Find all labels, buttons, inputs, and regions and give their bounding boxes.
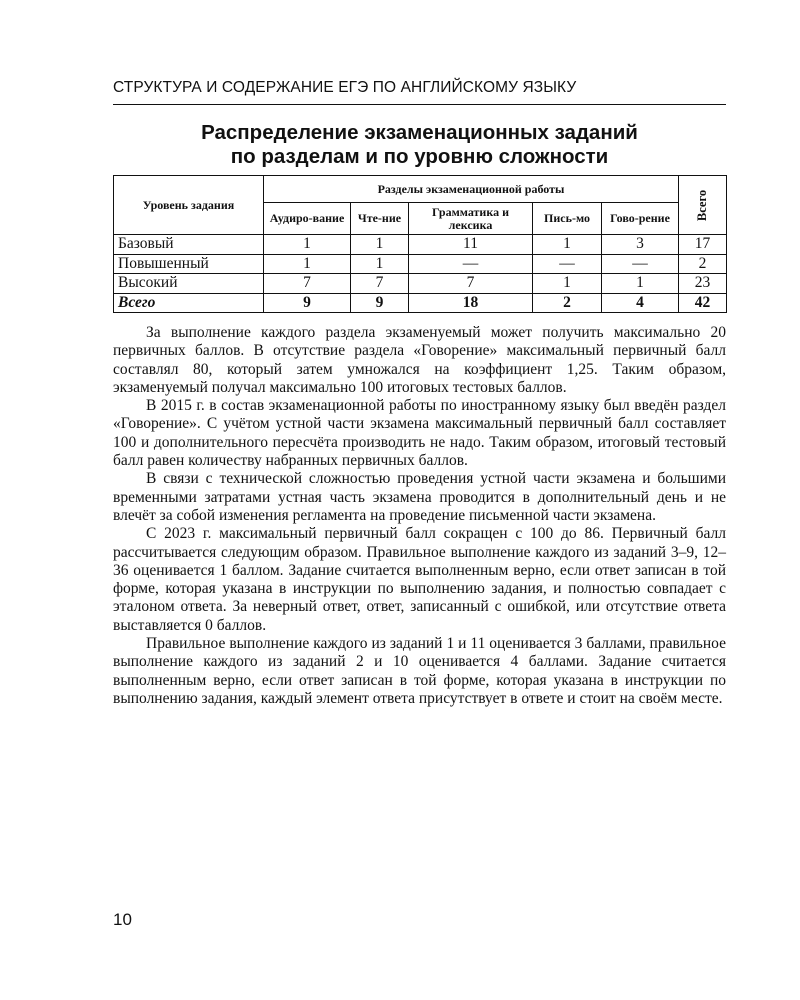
table-cell: — — [409, 254, 533, 274]
table-row — [114, 254, 727, 274]
running-header: СТРУКТУРА И СОДЕРЖАНИЕ ЕГЭ ПО АНГЛИЙСКОМУ ЯЗЫКУ — [113, 79, 577, 96]
table-cell: 1 — [533, 235, 602, 255]
row-total: 42 — [679, 293, 727, 313]
section-title-line-1: Распределение экзаменационных заданий — [201, 121, 638, 144]
table-cell: 1 — [602, 274, 679, 294]
table-total-row — [114, 293, 727, 313]
table-cell: 1 — [351, 254, 409, 274]
page-number: 10 — [113, 910, 132, 929]
row-level: Базовый — [114, 235, 264, 255]
table-cell: 9 — [264, 293, 351, 313]
header-rule — [113, 104, 726, 105]
table-cell: 1 — [351, 235, 409, 255]
table-cell: 18 — [409, 293, 533, 313]
distribution-table — [113, 175, 727, 313]
level-header: Уровень задания — [114, 176, 264, 235]
paragraph: В связи с технической сложностью проведения устной части экзамена и большими временными затратами устная часть экзамена проводится в дополнительный день и не влечёт за собой изменения регламента на проведение письменной части экзамена. — [113, 470, 726, 524]
row-total: 23 — [679, 274, 727, 294]
column-header: Аудиро-вание — [264, 203, 351, 235]
column-header: Чте-ние — [351, 203, 409, 235]
table-cell: 1 — [264, 254, 351, 274]
table-cell: 7 — [351, 274, 409, 294]
table-cell: — — [533, 254, 602, 274]
table-cell: 3 — [602, 235, 679, 255]
section-title-line-2: по разделам и по уровню сложности — [230, 145, 609, 168]
paragraph: Правильное выполнение каждого из заданий 1 и 11 оценивается 3 баллами, правильное выполнение каждого из заданий 2 и 10 оценивается 4 баллами. Задание считается выполненным верно, если ответ записан в той форме, которая указана в инструкции по выполнению задания, каждый элемент ответа присутствует в ответе и стоит на своём месте. — [113, 635, 726, 707]
total-header: Всего — [679, 176, 727, 235]
table-cell: 9 — [351, 293, 409, 313]
table-cell: 11 — [409, 235, 533, 255]
table-cell: 4 — [602, 293, 679, 313]
table-cell: — — [602, 254, 679, 274]
body-text — [113, 324, 726, 708]
column-header: Пись-мо — [533, 203, 602, 235]
table-cell: 1 — [264, 235, 351, 255]
table-cell: 7 — [264, 274, 351, 294]
sections-header: Разделы экзаменационной работы — [264, 176, 679, 203]
section-title — [113, 121, 726, 169]
column-header: Грамматика и лексика — [409, 203, 533, 235]
row-level: Повышенный — [114, 254, 264, 274]
table-row — [114, 235, 727, 255]
column-header: Гово-рение — [602, 203, 679, 235]
table-cell: 1 — [533, 274, 602, 294]
paragraph: С 2023 г. максимальный первичный балл сокращен с 100 до 86. Первичный балл рассчитывается следующим образом. Правильное выполнение каждого из заданий 3–9, 12–36 оценивается 1 баллом. Задание считается выполненным верно, если ответ записан в той форме, которая указана в инструкции по выполнению задания, и полностью совпадает с эталоном ответа. За неверный ответ, ответ, записанный с ошибкой, или отсутствие ответа выставляется 0 баллов. — [113, 525, 726, 634]
row-level: Высокий — [114, 274, 264, 294]
table-cell: 2 — [533, 293, 602, 313]
table-cell: 7 — [409, 274, 533, 294]
paragraph: За выполнение каждого раздела экзаменуемый может получить максимально 20 первичных баллов. В отсутствие раздела «Говорение» максимальный первичный балл составлял 80, который затем умножался на коэффициент 1,25. Таким образом, экзаменуемый получал максимально 100 итоговых тестовых баллов. — [113, 324, 726, 396]
row-level: Всего — [114, 293, 264, 313]
row-total: 17 — [679, 235, 727, 255]
row-total: 2 — [679, 254, 727, 274]
table-row — [114, 274, 727, 294]
paragraph: В 2015 г. в состав экзаменационной работы по иностранному языку был введён раздел «Говорение». С учётом устной части экзамена максимальный первичный балл составляет 100 и дополнительного пересчёта производить не надо. Таким образом, итоговый тестовый балл равен количеству набранных первичных баллов. — [113, 397, 726, 470]
